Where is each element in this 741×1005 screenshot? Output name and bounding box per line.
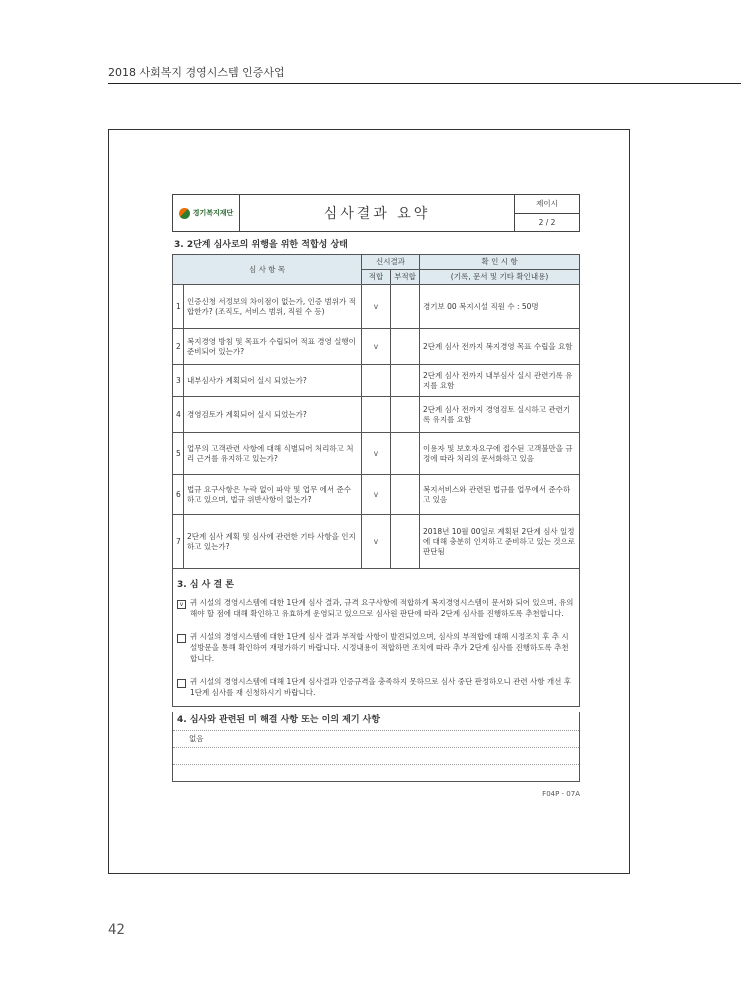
- logo-text: 경기복지재단: [192, 209, 234, 217]
- header-item: 심 사 항 목: [173, 255, 362, 285]
- row-fit: v: [362, 475, 391, 515]
- foundation-logo: [173, 195, 240, 231]
- row-number: 6: [173, 475, 184, 515]
- row-unfit: [391, 397, 420, 433]
- foundation-logo-icon: [179, 208, 190, 219]
- row-confirm: 2단계 심사 전까지 내부심사 실시 관련기록 유지를 요함: [420, 365, 580, 397]
- row-item: 법규 요구사항은 누락 없이 파악 및 업무 에서 준수하고 있으며, 법규 위반사항이 없는가?: [184, 475, 362, 515]
- form-meta: [514, 195, 579, 231]
- row-fit: [362, 365, 391, 397]
- table-row: [173, 365, 580, 397]
- checkbox[interactable]: v: [177, 600, 186, 609]
- table-row: [173, 515, 580, 569]
- row-confirm: 2단계 심사 전까지 경영검토 실시하고 관련기록 유지를 요함: [420, 397, 580, 433]
- row-item: 복지경영 방침 및 목표가 수립되어 적표 경영 실행이 준비되어 있는가?: [184, 329, 362, 365]
- row-unfit: [391, 285, 420, 329]
- table-header-row: [173, 255, 580, 270]
- header-unfit: 부적합: [391, 270, 420, 285]
- unresolved-issues: [172, 712, 580, 782]
- row-fit: v: [362, 329, 391, 365]
- row-fit: v: [362, 515, 391, 569]
- row-number: 7: [173, 515, 184, 569]
- form-code: F04P - 07A: [542, 790, 580, 799]
- form-title: 심사결과 요약: [323, 206, 431, 222]
- row-unfit: [391, 475, 420, 515]
- header-confirm-sub: (기록, 문서 및 기타 확인내용): [420, 270, 580, 285]
- row-item: 내부심사가 계획되어 실시 되었는가?: [184, 365, 362, 397]
- row-number: 5: [173, 433, 184, 475]
- row-unfit: [391, 329, 420, 365]
- checkbox[interactable]: [177, 634, 186, 643]
- header-fit: 적합: [362, 270, 391, 285]
- audit-items-table: [172, 254, 580, 569]
- conclusion-title: 3. 심 사 결 론: [177, 580, 234, 591]
- row-number: 2: [173, 329, 184, 365]
- header-confirm: 확 인 시 항: [420, 255, 580, 270]
- row-confirm: 이용자 및 보호자요구에 접수된 고객불만을 규정에 따라 처리의 문서화하고 있음: [420, 433, 580, 475]
- row-fit: v: [362, 285, 391, 329]
- row-fit: v: [362, 433, 391, 475]
- issues-title: 4. 심사와 관련된 미 해결 사항 또는 이의 제기 사항: [177, 715, 381, 726]
- row-confirm: 경기보 00 복지시설 직원 수 : 50명: [420, 285, 580, 329]
- row-item: 업무의 고객관련 사항에 대해 식별되어 처리하고 처리 근거를 유지하고 있는가?: [184, 433, 362, 475]
- audit-conclusion: [172, 569, 580, 707]
- row-number: 4: [173, 397, 184, 433]
- row-confirm: 복지서비스와 관련된 법규를 업무에서 준수하고 있음: [420, 475, 580, 515]
- conclusion-option: [177, 632, 575, 665]
- form-meta-pages: 2 / 2: [515, 213, 579, 232]
- conclusion-option-text: 귀 시설의 경영시스템에 대한 1단계 심사 결과 부적합 사항이 발견되었으며, 심사의 부적합에 대해 시정조치 후 추 시설방문을 통해 확인하여 재평가하기 바랍니다. 시정내용이 적합하면 조치에 따라 추가 2단계 심사를 진행하도록 추천합니다.: [190, 632, 569, 663]
- issues-line: [173, 747, 579, 764]
- header-status: 신시결과: [362, 255, 420, 270]
- audit-result-form: [172, 194, 580, 798]
- running-header: 2018 사회복지 경영시스템 인증사업: [108, 66, 285, 79]
- issues-line: 없음: [173, 730, 579, 747]
- row-number: 1: [173, 285, 184, 329]
- row-number: 3: [173, 365, 184, 397]
- checkbox[interactable]: [177, 679, 186, 688]
- row-item: 인증신청 서정보의 차이점이 없는가, 인증 범위가 적합한가? (조직도, 서비스 범위, 직원 수 등): [184, 285, 362, 329]
- conclusion-option: [177, 598, 575, 620]
- row-item: 경영검토가 계획되어 실시 되었는가?: [184, 397, 362, 433]
- row-fit: [362, 397, 391, 433]
- form-meta-label: 제이시: [536, 199, 558, 209]
- conclusion-option-text: 귀 시설의 경영시스템에 대한 1단계 심사 결과, 규격 요구사항에 적합하게 복지경영시스템이 문서화 되어 있으며, 유의해야 할 점에 대해 확인하고 유효하게 운영되고 있으므로 심사원 판단에 따라 2단계 심사를 진행하도록 추천합니다.: [190, 598, 574, 619]
- row-item: 2단계 심사 계획 및 심사에 관련한 기타 사항을 인지하고 있는가?: [184, 515, 362, 569]
- row-confirm: 2018년 10월 00일로 계획된 2단계 심사 일정에 대해 충분히 인지하고 준비하고 있는 것으로 판단됨: [420, 515, 580, 569]
- conclusion-option-text: 귀 시설의 경영시스템에 대해 1단계 심사결과 인증규격을 충족하지 못하므로 심사 중단 판정하오니 관련 사항 개선 후 1단계 심사를 재 신청하시기 바랍니다.: [190, 676, 572, 697]
- form-title-box: [172, 194, 580, 232]
- table-row: [173, 285, 580, 329]
- section-title: 3. 2단계 심사로의 위행을 위한 적합성 상태: [174, 240, 348, 250]
- table-row: [173, 433, 580, 475]
- row-unfit: [391, 433, 420, 475]
- table-row: [173, 397, 580, 433]
- table-row: [173, 329, 580, 365]
- issues-line: [173, 764, 579, 781]
- page-number: 42: [108, 922, 125, 938]
- header-divider: [108, 83, 741, 84]
- row-unfit: [391, 515, 420, 569]
- row-confirm: 2단계 심사 전까지 복지경영 목표 수립을 요함: [420, 329, 580, 365]
- row-unfit: [391, 365, 420, 397]
- table-row: [173, 475, 580, 515]
- conclusion-option: [177, 677, 575, 699]
